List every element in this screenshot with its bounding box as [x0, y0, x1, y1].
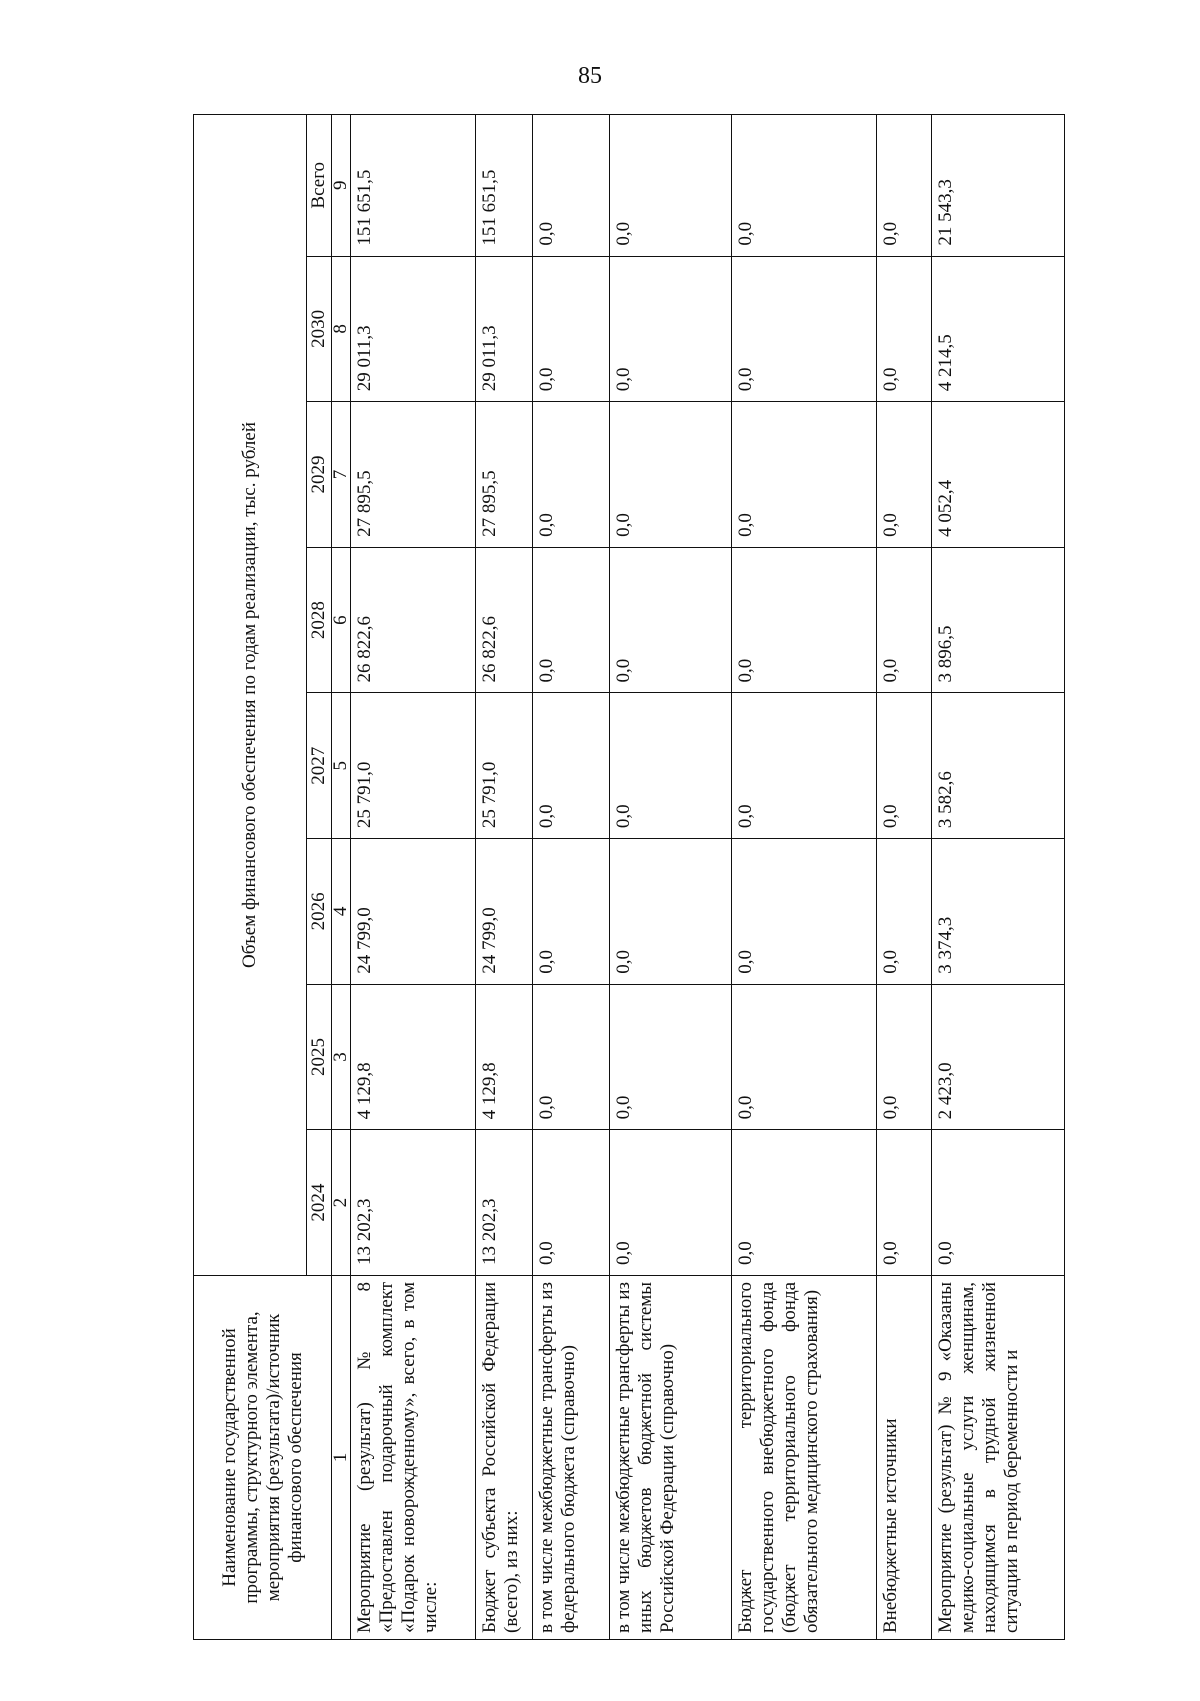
header-row-group	[194, 115, 307, 1640]
total-cell: 0,0	[877, 115, 932, 257]
year-header: 2028	[307, 547, 332, 693]
year-header: 2024	[307, 1130, 332, 1276]
value-cell: 0,0	[533, 839, 610, 985]
value-cell: 3 896,5	[932, 547, 1065, 693]
row-name: Мероприятие (результат) № 9 «Оказаны медико-социальные услуги женщинам, находящимся в трудной жизненной ситуации в период беременности и	[932, 1275, 1065, 1639]
table-row	[877, 115, 932, 1640]
value-cell: 0,0	[533, 693, 610, 839]
value-cell: 0,0	[533, 1130, 610, 1276]
column-number: 5	[332, 693, 351, 839]
column-number: 3	[332, 984, 351, 1130]
row-name: в том числе межбюджетные трансферты из иных бюджетов бюджетной системы Российской Федерации (справочно)	[610, 1275, 732, 1639]
value-cell: 3 582,6	[932, 693, 1065, 839]
value-cell: 0,0	[533, 547, 610, 693]
value-cell: 0,0	[732, 256, 877, 402]
column-number: 7	[332, 402, 351, 548]
value-cell: 27 895,5	[476, 402, 533, 548]
column-number: 8	[332, 256, 351, 402]
row-name: Бюджет территориального государственного внебюджетного фонда (бюджет территориального фонда обязательного медицинского страхования)	[732, 1275, 877, 1639]
value-cell: 13 202,3	[476, 1130, 533, 1276]
value-cell: 29 011,3	[476, 256, 533, 402]
year-header: 2029	[307, 402, 332, 548]
total-cell: 0,0	[732, 115, 877, 257]
value-cell: 3 374,3	[932, 839, 1065, 985]
value-cell: 0,0	[732, 693, 877, 839]
value-cell: 24 799,0	[351, 839, 476, 985]
table-row	[932, 115, 1065, 1640]
column-number: 2	[332, 1130, 351, 1276]
year-header: 2025	[307, 984, 332, 1130]
value-cell: 24 799,0	[476, 839, 533, 985]
value-cell: 0,0	[533, 402, 610, 548]
row-name: Мероприятие (результат) № 8 «Предоставлен подарочный комплект «Подарок новорожденному», всего, в том числе:	[351, 1275, 476, 1639]
value-cell: 13 202,3	[351, 1130, 476, 1276]
rotated-table-container	[193, 114, 1073, 1640]
table-row	[533, 115, 610, 1640]
table-row	[732, 115, 877, 1640]
value-cell: 0,0	[732, 839, 877, 985]
value-cell: 0,0	[877, 839, 932, 985]
total-header: Всего	[307, 115, 332, 257]
value-cell: 4 214,5	[932, 256, 1065, 402]
total-cell: 0,0	[533, 115, 610, 257]
value-cell: 26 822,6	[351, 547, 476, 693]
value-cell: 0,0	[877, 984, 932, 1130]
value-cell: 27 895,5	[351, 402, 476, 548]
value-cell: 0,0	[610, 693, 732, 839]
value-cell: 25 791,0	[476, 693, 533, 839]
value-cell: 0,0	[732, 402, 877, 548]
value-cell: 0,0	[610, 402, 732, 548]
row-name: Бюджет субъекта Российской Федерации (всего), из них:	[476, 1275, 533, 1639]
value-cell: 0,0	[732, 1130, 877, 1276]
year-header: 2030	[307, 256, 332, 402]
value-cell: 4 129,8	[476, 984, 533, 1130]
header-row-column-numbers	[332, 115, 351, 1640]
value-cell: 0,0	[877, 547, 932, 693]
value-cell: 0,0	[877, 1130, 932, 1276]
value-cell: 0,0	[877, 256, 932, 402]
value-cell: 0,0	[533, 984, 610, 1130]
value-cell: 0,0	[877, 693, 932, 839]
value-cell: 0,0	[610, 1130, 732, 1276]
row-name: в том числе межбюджетные трансферты из федерального бюджета (справочно)	[533, 1275, 610, 1639]
total-cell: 151 651,5	[351, 115, 476, 257]
total-cell: 21 543,3	[932, 115, 1065, 257]
column-number: 6	[332, 547, 351, 693]
value-cell: 0,0	[732, 984, 877, 1130]
row-name: Внебюджетные источники	[877, 1275, 932, 1639]
value-cell: 0,0	[610, 984, 732, 1130]
value-cell: 25 791,0	[351, 693, 476, 839]
table-row	[351, 115, 476, 1640]
value-cell: 2 423,0	[932, 984, 1065, 1130]
value-cell: 0,0	[610, 256, 732, 402]
year-header: 2027	[307, 693, 332, 839]
column-number: 4	[332, 839, 351, 985]
value-cell: 0,0	[610, 547, 732, 693]
financing-table-frame	[193, 114, 1073, 1640]
total-cell: 0,0	[610, 115, 732, 257]
value-cell: 0,0	[877, 402, 932, 548]
value-cell: 0,0	[610, 839, 732, 985]
name-column-header: Наименование государственной программы, структурного элемента, мероприятия (результата)/источник финансового обеспечения	[194, 1275, 332, 1639]
total-cell: 151 651,5	[476, 115, 533, 257]
year-header: 2026	[307, 839, 332, 985]
financing-table	[193, 114, 1065, 1640]
table-row	[476, 115, 533, 1640]
value-cell: 0,0	[533, 256, 610, 402]
value-cell: 26 822,6	[476, 547, 533, 693]
value-cell: 29 011,3	[351, 256, 476, 402]
value-cell: 0,0	[732, 547, 877, 693]
value-cell: 4 129,8	[351, 984, 476, 1130]
page-number: 85	[578, 63, 602, 89]
table-row	[610, 115, 732, 1640]
financing-group-header: Объем финансового обеспечения по годам реализации, тыс. рублей	[194, 115, 307, 1276]
value-cell: 0,0	[932, 1130, 1065, 1276]
value-cell: 4 052,4	[932, 402, 1065, 548]
column-number: 1	[332, 1275, 351, 1639]
column-number: 9	[332, 115, 351, 257]
